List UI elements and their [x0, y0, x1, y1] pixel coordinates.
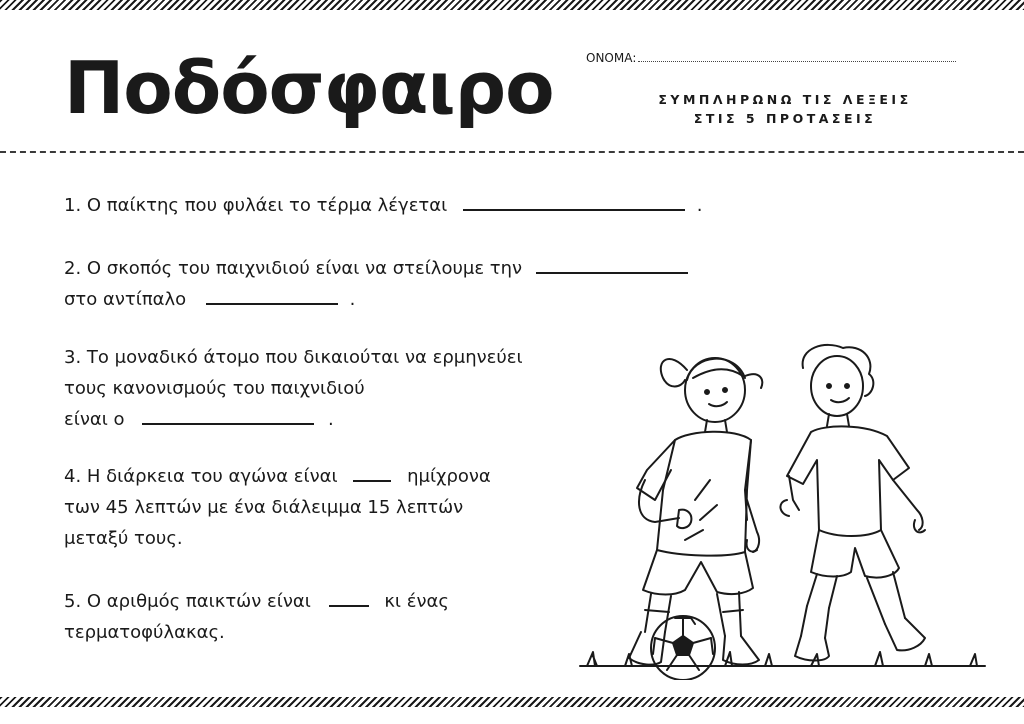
question-4-text-line-3: μεταξύ τους.	[64, 528, 183, 549]
question-2-end: .	[349, 289, 356, 310]
answer-blank-5[interactable]	[329, 588, 369, 607]
question-4	[64, 461, 491, 554]
name-dotted-line[interactable]	[638, 51, 956, 62]
answer-blank-2a[interactable]	[536, 255, 688, 274]
question-2	[64, 253, 688, 315]
question-5-text-line-2: τερματοφύλακας.	[64, 622, 225, 643]
question-4-text-line-2: των 45 λεπτών με ένα διάλειμμα 15 λεπτών	[64, 497, 464, 518]
answer-blank-3[interactable]	[142, 406, 314, 425]
top-hatched-border	[0, 0, 1024, 10]
answer-blank-4[interactable]	[353, 463, 391, 482]
instructions	[630, 90, 940, 128]
question-1	[64, 190, 702, 221]
boy-player	[780, 345, 925, 661]
name-field	[586, 51, 956, 65]
question-3-text-line-2: τους κανονισμούς του παιχνιδιού	[64, 378, 365, 399]
question-3-end: .	[328, 409, 334, 430]
instruction-line-1: ΣΥΜΠΛΗΡΩΝΩ ΤΙΣ ΛΕΞΕΙΣ	[658, 92, 912, 107]
instruction-line-2: ΣΤΙΣ 5 ΠΡΟΤΑΣΕΙΣ	[693, 111, 877, 126]
question-1-text: 1. Ο παίκτης που φυλάει το τέρμα λέγεται	[64, 195, 448, 216]
question-3-text-line-3: είναι ο	[64, 409, 125, 430]
question-4-text-line-1b: ημίχρονα	[407, 466, 491, 487]
question-5	[64, 586, 449, 648]
answer-blank-1[interactable]	[463, 192, 685, 211]
question-2-text-line-1: 2. Ο σκοπός του παιχνιδιού είναι να στείλουμε την	[64, 258, 523, 279]
name-label: ΟΝΟΜΑ:	[586, 51, 637, 65]
two-children-playing-football-drawing	[575, 340, 995, 680]
question-5-text-line-1a: 5. Ο αριθμός παικτών είναι	[64, 591, 311, 612]
question-5-text-line-1b: κι ένας	[384, 591, 449, 612]
question-1-end: .	[696, 195, 703, 216]
bottom-hatched-border	[0, 697, 1024, 707]
answer-blank-2b[interactable]	[206, 286, 338, 305]
dashed-divider	[0, 151, 1024, 153]
question-3	[64, 342, 523, 435]
football-icon	[651, 616, 715, 680]
question-4-text-line-1a: 4. Η διάρκεια του αγώνα είναι	[64, 466, 338, 487]
question-2-text-line-2: στο αντίπαλο	[64, 289, 187, 310]
page-title: Ποδόσφαιρο	[64, 46, 554, 130]
question-3-text-line-1: 3. Το μοναδικό άτομο που δικαιούται να ερμηνεύει	[64, 347, 523, 368]
